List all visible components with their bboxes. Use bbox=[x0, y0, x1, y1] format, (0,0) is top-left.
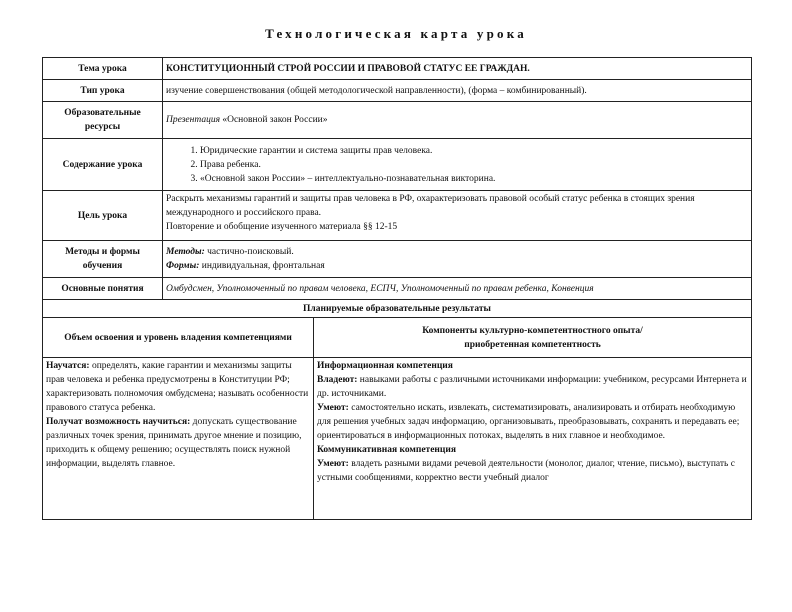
forms-label: Формы: bbox=[166, 261, 200, 271]
row-planned-body bbox=[43, 358, 752, 520]
planned-results-header: Планируемые образовательные результаты bbox=[43, 300, 752, 318]
info-competence-title: Информационная компетенция bbox=[317, 361, 453, 371]
can2-label: Умеют: bbox=[317, 459, 349, 469]
forms-value: индивидуальная, фронтальная bbox=[199, 261, 325, 271]
col2-header-line1: Компоненты культурно-компетентностного опыта/ bbox=[422, 325, 643, 336]
can-label: Умеют: bbox=[317, 403, 349, 413]
col2-body bbox=[314, 358, 752, 520]
value-concepts: Омбудсмен, Уполномоченный по правам человека, ЕСПЧ, Уполномоченный по правам ребенка, Конвенция bbox=[163, 278, 752, 300]
goal-repeat: Повторение и обобщение изученного материала §§ 12-15 bbox=[166, 222, 398, 232]
label-methods: Методы и формы обучения bbox=[43, 241, 163, 278]
content-item: 1. Юридические гарантии и система защиты прав человека. bbox=[200, 144, 748, 158]
value-topic: КОНСТИТУЦИОННЫЙ СТРОЙ РОССИИ И ПРАВОВОЙ СТАТУС ЕЕ ГРАЖДАН. bbox=[163, 58, 752, 80]
row-topic bbox=[43, 58, 752, 80]
resources-italic: Презентация bbox=[166, 115, 220, 125]
resources-text: «Основной закон России» bbox=[219, 115, 328, 125]
can-text: самостоятельно искать, извлекать, систематизировать, анализировать и отбирать необходимую для решения учебных задач информацию, организовывать, преобразовывать, сохранять и передавать ее; ориентироваться в информационных потоках, выделять в них главное и необходимое. bbox=[317, 403, 740, 441]
own-text: навыками работы с различными источниками информации: учебником, ресурсами Интернета и др. источниками. bbox=[317, 375, 747, 399]
label-goal: Цель урока bbox=[43, 191, 163, 241]
own-label: Владеют: bbox=[317, 375, 358, 385]
row-methods bbox=[43, 241, 752, 278]
lesson-map-table bbox=[42, 57, 752, 520]
chance-text: допускать существование различных точек зрения, принимать другое мнение и позицию, приходить к общему решению; осуществлять поиск нужной информации, выделять главное. bbox=[46, 417, 302, 469]
label-concepts: Основные понятия bbox=[43, 278, 163, 300]
content-list bbox=[166, 144, 748, 186]
learn-text: определять, какие гарантии и механизмы защиты прав человека и ребенка предусмотрены в Конституции РФ; характеризовать полномочия омбудсмена; называть особенности правового статуса ребенка. bbox=[46, 361, 309, 413]
col2-header bbox=[314, 318, 752, 358]
row-type bbox=[43, 80, 752, 102]
methods-label: Методы: bbox=[166, 247, 205, 257]
page-title: Технологическая карта урока bbox=[265, 26, 527, 41]
row-planned-header bbox=[43, 300, 752, 318]
label-content: Содержание урока bbox=[43, 139, 163, 191]
row-planned-columns bbox=[43, 318, 752, 358]
content-item: 3. «Основной закон России» – интеллектуально-познавательная викторина. bbox=[200, 172, 748, 186]
value-content bbox=[163, 139, 752, 191]
value-resources bbox=[163, 102, 752, 139]
goal-text: Раскрыть механизмы гарантий и защиты прав человека в РФ, охарактеризовать правовой особый статус ребенка в стоящих зрения международного и российского права. bbox=[166, 194, 695, 218]
can2-text: владеть разными видами речевой деятельности (монолог, диалог, чтение, письмо), выступать с устными сообщениями, корректно вести учебный диалог bbox=[317, 459, 735, 483]
chance-label: Получат возможность научиться: bbox=[46, 417, 191, 427]
row-goal bbox=[43, 191, 752, 241]
col2-header-line2: приобретенная компетентность bbox=[464, 339, 601, 350]
row-resources bbox=[43, 102, 752, 139]
row-concepts bbox=[43, 278, 752, 300]
value-type: изучение совершенствования (общей методологической направленности), (форма – комбинированный). bbox=[163, 80, 752, 102]
comm-competence-title: Коммуникативная компетенция bbox=[317, 445, 456, 455]
label-type: Тип урока bbox=[43, 80, 163, 102]
col1-body bbox=[43, 358, 314, 520]
label-resources: Образовательные ресурсы bbox=[43, 102, 163, 139]
row-content bbox=[43, 139, 752, 191]
methods-value: частично-поисковый. bbox=[204, 247, 294, 257]
learn-label: Научатся: bbox=[46, 361, 90, 371]
content-item: 2. Права ребенка. bbox=[200, 158, 748, 172]
value-goal bbox=[163, 191, 752, 241]
value-methods bbox=[163, 241, 752, 278]
col1-header: Объем освоения и уровень владения компетенциями bbox=[43, 318, 314, 358]
label-topic: Тема урока bbox=[43, 58, 163, 80]
